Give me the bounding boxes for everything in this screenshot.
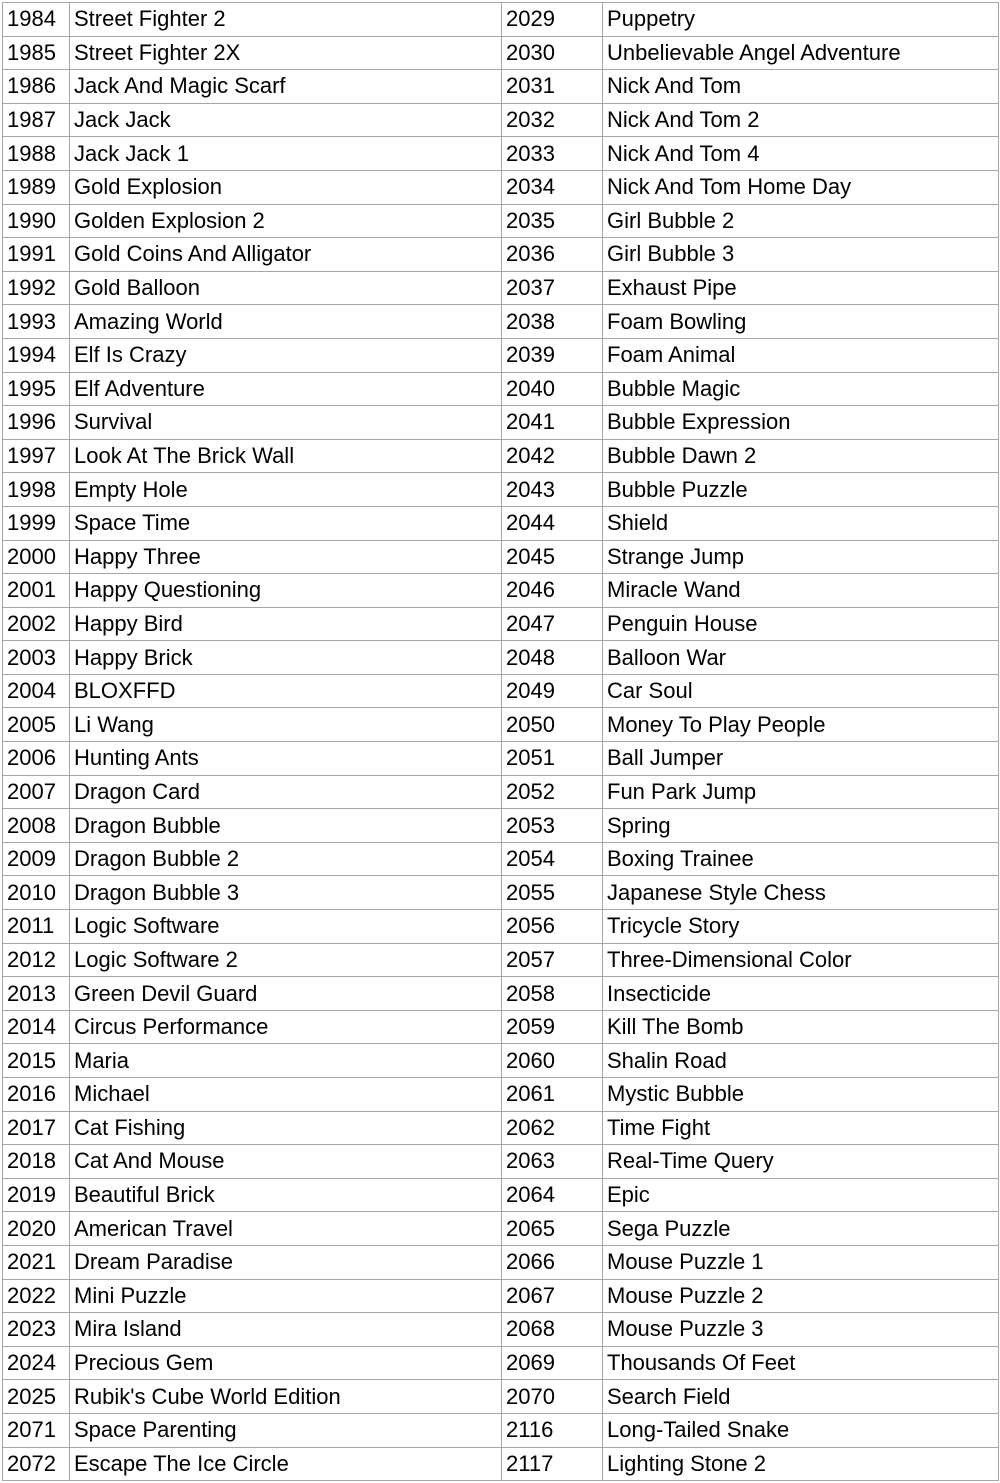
left-number-cell: 2013	[3, 977, 70, 1011]
table-row	[3, 1178, 999, 1212]
left-number-cell: 1985	[3, 36, 70, 70]
right-title-cell: Sega Puzzle	[603, 1212, 999, 1246]
left-number-cell: 1993	[3, 305, 70, 339]
right-title-cell: Shalin Road	[603, 1044, 999, 1078]
left-title-cell: Precious Gem	[70, 1346, 502, 1380]
right-number-cell: 2057	[502, 943, 603, 977]
left-title-cell: Jack And Magic Scarf	[70, 70, 502, 104]
left-title-cell: Beautiful Brick	[70, 1178, 502, 1212]
table-row	[3, 977, 999, 1011]
left-number-cell: 2015	[3, 1044, 70, 1078]
table-row	[3, 1346, 999, 1380]
table-row	[3, 1380, 999, 1414]
table-row	[3, 473, 999, 507]
right-title-cell: Tricycle Story	[603, 910, 999, 944]
right-number-cell: 2056	[502, 910, 603, 944]
right-title-cell: Bubble Expression	[603, 406, 999, 440]
right-title-cell: Epic	[603, 1178, 999, 1212]
table-row	[3, 1078, 999, 1112]
table-row	[3, 574, 999, 608]
left-number-cell: 1987	[3, 103, 70, 137]
table-row	[3, 1111, 999, 1145]
right-number-cell: 2042	[502, 439, 603, 473]
right-number-cell: 2034	[502, 170, 603, 204]
right-number-cell: 2050	[502, 708, 603, 742]
table-row	[3, 506, 999, 540]
right-number-cell: 2117	[502, 1447, 603, 1481]
right-number-cell: 2037	[502, 271, 603, 305]
left-number-cell: 1989	[3, 170, 70, 204]
right-title-cell: Penguin House	[603, 607, 999, 641]
right-title-cell: Car Soul	[603, 674, 999, 708]
right-number-cell: 2033	[502, 137, 603, 171]
table-row	[3, 943, 999, 977]
table-row	[3, 641, 999, 675]
right-title-cell: Girl Bubble 2	[603, 204, 999, 238]
left-number-cell: 1991	[3, 238, 70, 272]
table-row	[3, 540, 999, 574]
right-title-cell: Mouse Puzzle 2	[603, 1279, 999, 1313]
right-number-cell: 2049	[502, 674, 603, 708]
left-number-cell: 2016	[3, 1078, 70, 1112]
left-number-cell: 2007	[3, 775, 70, 809]
table-row	[3, 406, 999, 440]
right-title-cell: Balloon War	[603, 641, 999, 675]
left-number-cell: 2021	[3, 1245, 70, 1279]
left-title-cell: Gold Explosion	[70, 170, 502, 204]
right-title-cell: Foam Animal	[603, 338, 999, 372]
table-row	[3, 204, 999, 238]
right-title-cell: Lighting Stone 2	[603, 1447, 999, 1481]
right-title-cell: Search Field	[603, 1380, 999, 1414]
right-number-cell: 2048	[502, 641, 603, 675]
left-number-cell: 1995	[3, 372, 70, 406]
table-row	[3, 305, 999, 339]
right-title-cell: Bubble Dawn 2	[603, 439, 999, 473]
left-title-cell: Space Time	[70, 506, 502, 540]
left-title-cell: Hunting Ants	[70, 742, 502, 776]
right-title-cell: Puppetry	[603, 3, 999, 37]
left-number-cell: 2000	[3, 540, 70, 574]
left-number-cell: 2004	[3, 674, 70, 708]
table-row	[3, 372, 999, 406]
left-number-cell: 2010	[3, 876, 70, 910]
left-number-cell: 1988	[3, 137, 70, 171]
right-number-cell: 2065	[502, 1212, 603, 1246]
left-number-cell: 1990	[3, 204, 70, 238]
left-number-cell: 1998	[3, 473, 70, 507]
right-title-cell: Foam Bowling	[603, 305, 999, 339]
right-title-cell: Mouse Puzzle 1	[603, 1245, 999, 1279]
right-number-cell: 2043	[502, 473, 603, 507]
table-row	[3, 607, 999, 641]
right-title-cell: Real-Time Query	[603, 1145, 999, 1179]
left-number-cell: 1984	[3, 3, 70, 37]
left-title-cell: Green Devil Guard	[70, 977, 502, 1011]
left-number-cell: 2008	[3, 809, 70, 843]
right-number-cell: 2055	[502, 876, 603, 910]
left-number-cell: 1996	[3, 406, 70, 440]
right-title-cell: Fun Park Jump	[603, 775, 999, 809]
left-title-cell: Mira Island	[70, 1313, 502, 1347]
left-number-cell: 2071	[3, 1413, 70, 1447]
left-number-cell: 1999	[3, 506, 70, 540]
right-number-cell: 2054	[502, 842, 603, 876]
right-number-cell: 2062	[502, 1111, 603, 1145]
left-number-cell: 1992	[3, 271, 70, 305]
left-title-cell: Elf Adventure	[70, 372, 502, 406]
table-row	[3, 1447, 999, 1481]
left-number-cell: 1986	[3, 70, 70, 104]
right-title-cell: Spring	[603, 809, 999, 843]
table-row	[3, 170, 999, 204]
right-number-cell: 2059	[502, 1010, 603, 1044]
table-row	[3, 910, 999, 944]
table-row	[3, 137, 999, 171]
table-row	[3, 271, 999, 305]
table-row	[3, 103, 999, 137]
right-title-cell: Time Fight	[603, 1111, 999, 1145]
right-number-cell: 2029	[502, 3, 603, 37]
left-number-cell: 2003	[3, 641, 70, 675]
left-number-cell: 2001	[3, 574, 70, 608]
right-number-cell: 2047	[502, 607, 603, 641]
left-title-cell: Maria	[70, 1044, 502, 1078]
left-title-cell: Michael	[70, 1078, 502, 1112]
left-title-cell: Dragon Bubble 3	[70, 876, 502, 910]
left-title-cell: Mini Puzzle	[70, 1279, 502, 1313]
right-number-cell: 2030	[502, 36, 603, 70]
right-number-cell: 2040	[502, 372, 603, 406]
left-number-cell: 2024	[3, 1346, 70, 1380]
left-title-cell: Dragon Bubble	[70, 809, 502, 843]
table-row	[3, 3, 999, 37]
table-row	[3, 809, 999, 843]
right-number-cell: 2046	[502, 574, 603, 608]
right-title-cell: Bubble Magic	[603, 372, 999, 406]
right-number-cell: 2032	[502, 103, 603, 137]
right-number-cell: 2064	[502, 1178, 603, 1212]
left-title-cell: Street Fighter 2X	[70, 36, 502, 70]
right-title-cell: Girl Bubble 3	[603, 238, 999, 272]
left-title-cell: Look At The Brick Wall	[70, 439, 502, 473]
right-number-cell: 2068	[502, 1313, 603, 1347]
left-title-cell: Gold Coins And Alligator	[70, 238, 502, 272]
left-title-cell: American Travel	[70, 1212, 502, 1246]
left-number-cell: 2005	[3, 708, 70, 742]
table-row	[3, 238, 999, 272]
left-number-cell: 1997	[3, 439, 70, 473]
left-title-cell: Gold Balloon	[70, 271, 502, 305]
right-number-cell: 2061	[502, 1078, 603, 1112]
left-title-cell: Dream Paradise	[70, 1245, 502, 1279]
left-number-cell: 2014	[3, 1010, 70, 1044]
left-number-cell: 2011	[3, 910, 70, 944]
right-title-cell: Nick And Tom 4	[603, 137, 999, 171]
left-number-cell: 2022	[3, 1279, 70, 1313]
right-title-cell: Nick And Tom	[603, 70, 999, 104]
game-list-table	[2, 2, 999, 1481]
left-title-cell: Li Wang	[70, 708, 502, 742]
left-title-cell: Circus Performance	[70, 1010, 502, 1044]
right-number-cell: 2044	[502, 506, 603, 540]
left-title-cell: Street Fighter 2	[70, 3, 502, 37]
left-number-cell: 2002	[3, 607, 70, 641]
right-title-cell: Exhaust Pipe	[603, 271, 999, 305]
right-title-cell: Nick And Tom Home Day	[603, 170, 999, 204]
left-title-cell: Survival	[70, 406, 502, 440]
right-title-cell: Shield	[603, 506, 999, 540]
right-title-cell: Money To Play People	[603, 708, 999, 742]
left-title-cell: Logic Software	[70, 910, 502, 944]
right-number-cell: 2070	[502, 1380, 603, 1414]
right-number-cell: 2039	[502, 338, 603, 372]
left-title-cell: Elf Is Crazy	[70, 338, 502, 372]
table-row	[3, 1145, 999, 1179]
left-title-cell: Dragon Bubble 2	[70, 842, 502, 876]
left-title-cell: BLOXFFD	[70, 674, 502, 708]
right-number-cell: 2036	[502, 238, 603, 272]
right-title-cell: Japanese Style Chess	[603, 876, 999, 910]
right-title-cell: Three-Dimensional Color	[603, 943, 999, 977]
left-number-cell: 2019	[3, 1178, 70, 1212]
left-title-cell: Golden Explosion 2	[70, 204, 502, 238]
left-title-cell: Happy Three	[70, 540, 502, 574]
right-title-cell: Thousands Of Feet	[603, 1346, 999, 1380]
right-number-cell: 2038	[502, 305, 603, 339]
table-row	[3, 842, 999, 876]
right-number-cell: 2031	[502, 70, 603, 104]
right-number-cell: 2067	[502, 1279, 603, 1313]
right-number-cell: 2066	[502, 1245, 603, 1279]
left-number-cell: 2018	[3, 1145, 70, 1179]
right-title-cell: Nick And Tom 2	[603, 103, 999, 137]
table-row	[3, 70, 999, 104]
left-title-cell: Jack Jack 1	[70, 137, 502, 171]
right-number-cell: 2052	[502, 775, 603, 809]
table-row	[3, 338, 999, 372]
left-number-cell: 2023	[3, 1313, 70, 1347]
left-title-cell: Amazing World	[70, 305, 502, 339]
right-number-cell: 2063	[502, 1145, 603, 1179]
left-title-cell: Happy Questioning	[70, 574, 502, 608]
right-number-cell: 2069	[502, 1346, 603, 1380]
left-title-cell: Jack Jack	[70, 103, 502, 137]
left-title-cell: Space Parenting	[70, 1413, 502, 1447]
left-title-cell: Dragon Card	[70, 775, 502, 809]
table-row	[3, 1212, 999, 1246]
right-title-cell: Kill The Bomb	[603, 1010, 999, 1044]
left-number-cell: 1994	[3, 338, 70, 372]
right-number-cell: 2060	[502, 1044, 603, 1078]
table-row	[3, 775, 999, 809]
table-row	[3, 1313, 999, 1347]
right-title-cell: Long-Tailed Snake	[603, 1413, 999, 1447]
table-row	[3, 36, 999, 70]
table-row	[3, 1279, 999, 1313]
right-title-cell: Boxing Trainee	[603, 842, 999, 876]
right-title-cell: Miracle Wand	[603, 574, 999, 608]
right-title-cell: Bubble Puzzle	[603, 473, 999, 507]
left-number-cell: 2072	[3, 1447, 70, 1481]
right-number-cell: 2116	[502, 1413, 603, 1447]
left-title-cell: Rubik's Cube World Edition	[70, 1380, 502, 1414]
left-number-cell: 2006	[3, 742, 70, 776]
right-title-cell: Unbelievable Angel Adventure	[603, 36, 999, 70]
left-title-cell: Logic Software 2	[70, 943, 502, 977]
table-row	[3, 1044, 999, 1078]
table-row	[3, 876, 999, 910]
right-title-cell: Insecticide	[603, 977, 999, 1011]
right-title-cell: Mouse Puzzle 3	[603, 1313, 999, 1347]
right-title-cell: Mystic Bubble	[603, 1078, 999, 1112]
table-row	[3, 1010, 999, 1044]
table-row	[3, 708, 999, 742]
right-title-cell: Ball Jumper	[603, 742, 999, 776]
left-number-cell: 2012	[3, 943, 70, 977]
table-row	[3, 742, 999, 776]
right-number-cell: 2051	[502, 742, 603, 776]
right-number-cell: 2045	[502, 540, 603, 574]
table-row	[3, 1245, 999, 1279]
game-list-body	[3, 3, 999, 1481]
right-number-cell: 2058	[502, 977, 603, 1011]
right-number-cell: 2035	[502, 204, 603, 238]
right-title-cell: Strange Jump	[603, 540, 999, 574]
left-number-cell: 2009	[3, 842, 70, 876]
left-title-cell: Escape The Ice Circle	[70, 1447, 502, 1481]
left-title-cell: Cat And Mouse	[70, 1145, 502, 1179]
left-title-cell: Happy Brick	[70, 641, 502, 675]
right-number-cell: 2053	[502, 809, 603, 843]
left-number-cell: 2025	[3, 1380, 70, 1414]
table-row	[3, 1413, 999, 1447]
right-number-cell: 2041	[502, 406, 603, 440]
table-row	[3, 439, 999, 473]
left-title-cell: Empty Hole	[70, 473, 502, 507]
left-title-cell: Cat Fishing	[70, 1111, 502, 1145]
left-number-cell: 2017	[3, 1111, 70, 1145]
left-title-cell: Happy Bird	[70, 607, 502, 641]
table-row	[3, 674, 999, 708]
left-number-cell: 2020	[3, 1212, 70, 1246]
